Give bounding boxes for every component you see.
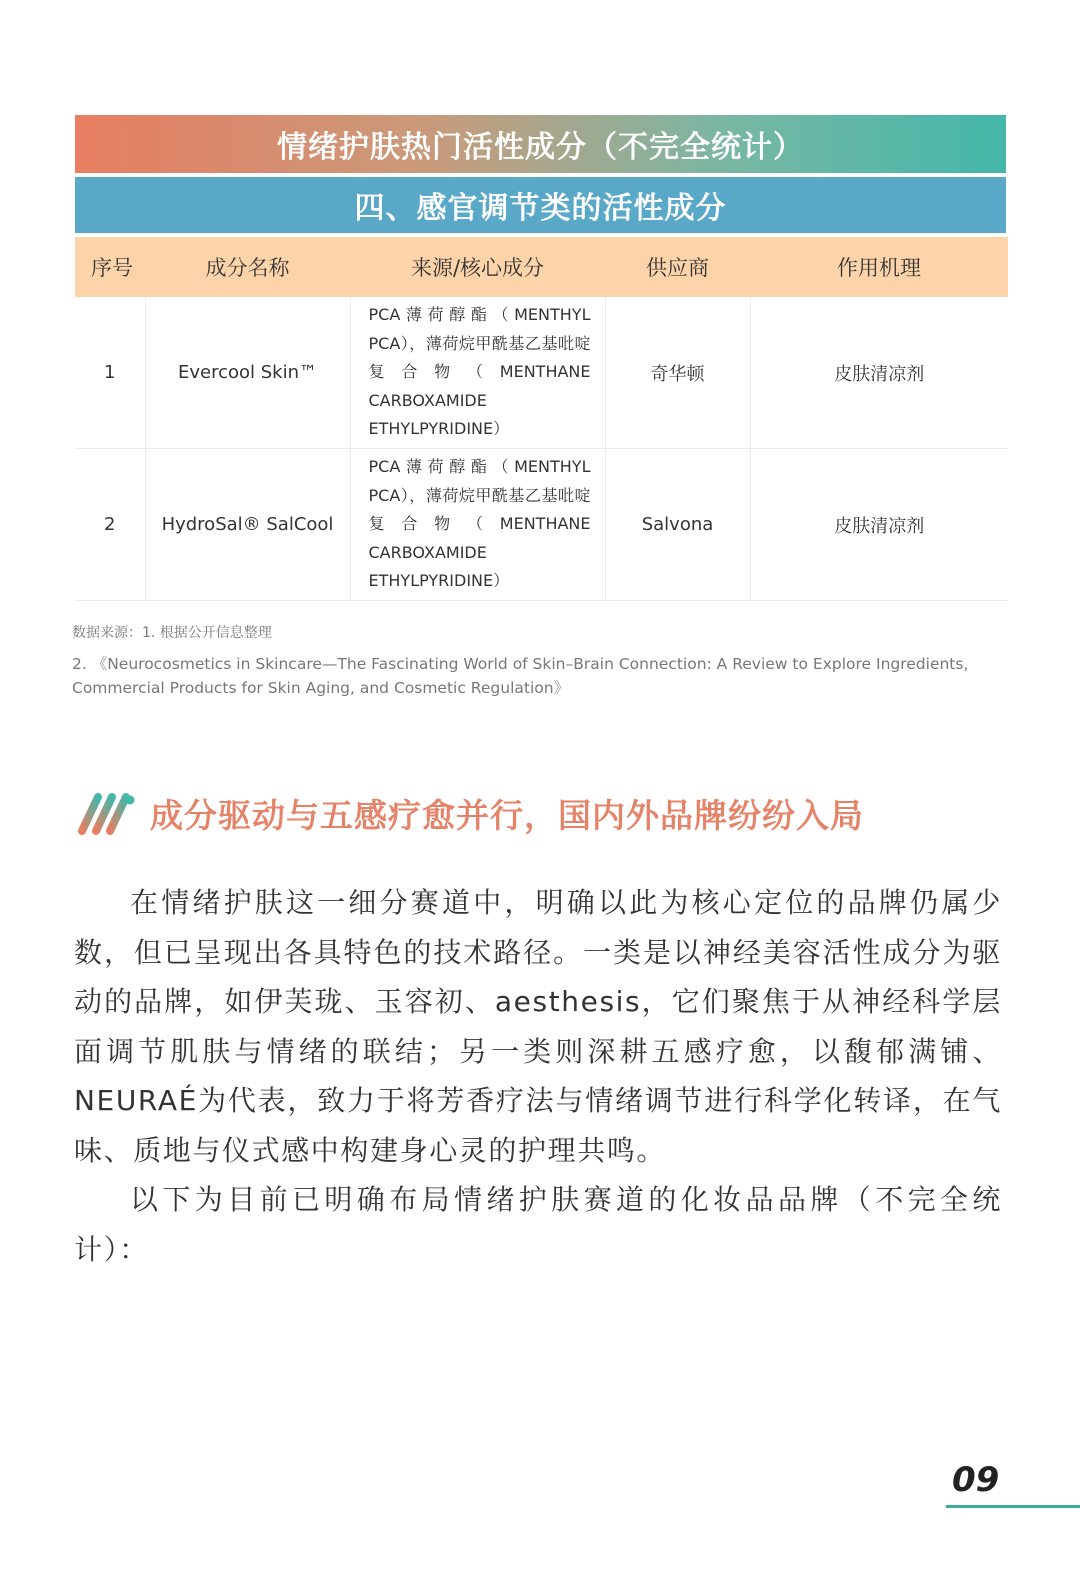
table-title: 情绪护肤热门活性成分（不完全统计）: [75, 115, 1006, 173]
cell-name: Evercool Skin™: [145, 297, 350, 449]
section-title: 成分驱动与五感疗愈并行，国内外品牌纷纷入局: [150, 795, 864, 835]
table-header-row: [75, 237, 1008, 297]
body-text: [74, 878, 1002, 1274]
col-header-supplier: 供应商: [605, 237, 750, 297]
col-header-mechanism: 作用机理: [750, 237, 1008, 297]
paragraph-2: 以下为目前已明确布局情绪护肤赛道的化妆品品牌（不完全统计）：: [74, 1183, 1002, 1266]
cell-source: PCA薄荷醇酯（MENTHYL PCA），薄荷烷甲酰基乙基吡啶复合物（MENTHANE CARBOXAMIDE ETHYLPYRIDINE）: [350, 449, 605, 601]
cell-supplier: Salvona: [605, 449, 750, 601]
source-note-1: 数据来源：1. 根据公开信息整理: [72, 625, 272, 641]
section-heading: [78, 788, 864, 838]
source-notes: [72, 622, 1012, 700]
cell-supplier: 奇华顿: [605, 297, 750, 449]
source-note-2: 2. 《Neurocosmetics in Skincare—The Fascinating World of Skin–Brain Connection: A Review to Explore Ingredients, Commercial Products for Skin Aging, and Cosmetic Regulation》: [72, 655, 969, 697]
paragraph-1: 在情绪护肤这一细分赛道中，明确以此为核心定位的品牌仍属少数，但已呈现出各具特色的技术路径。一类是以神经美容活性成分为驱动的品牌，如伊芙珑、玉容初、aesthesis，它们聚焦于从神经科学层面调节肌肤与情绪的联结；另一类则深耕五感疗愈，以馥郁满铺、NEURAÉ为代表，致力于将芳香疗法与情绪调节进行科学化转译，在气味、质地与仪式感中构建身心灵的护理共鸣。: [74, 886, 1002, 1167]
col-header-source: 来源/核心成分: [350, 237, 605, 297]
ingredients-table: [75, 237, 1008, 601]
table-row: [75, 449, 1008, 601]
cell-no: 2: [75, 449, 145, 601]
cell-no: 1: [75, 297, 145, 449]
cell-source: PCA薄荷醇酯（MENTHYL PCA），薄荷烷甲酰基乙基吡啶复合物（MENTHANE CARBOXAMIDE ETHYLPYRIDINE）: [350, 297, 605, 449]
col-header-name: 成分名称: [145, 237, 350, 297]
page-number: 09: [952, 1460, 1000, 1500]
col-header-no: 序号: [75, 237, 145, 297]
cell-mechanism: 皮肤清凉剂: [750, 297, 1008, 449]
cell-name: HydroSal® SalCool: [145, 449, 350, 601]
table-subtitle: 四、感官调节类的活性成分: [75, 177, 1006, 233]
table-row: [75, 297, 1008, 449]
cell-mechanism: 皮肤清凉剂: [750, 449, 1008, 601]
slash-stripes-icon: [78, 791, 136, 835]
page-number-underline: [946, 1505, 1080, 1508]
